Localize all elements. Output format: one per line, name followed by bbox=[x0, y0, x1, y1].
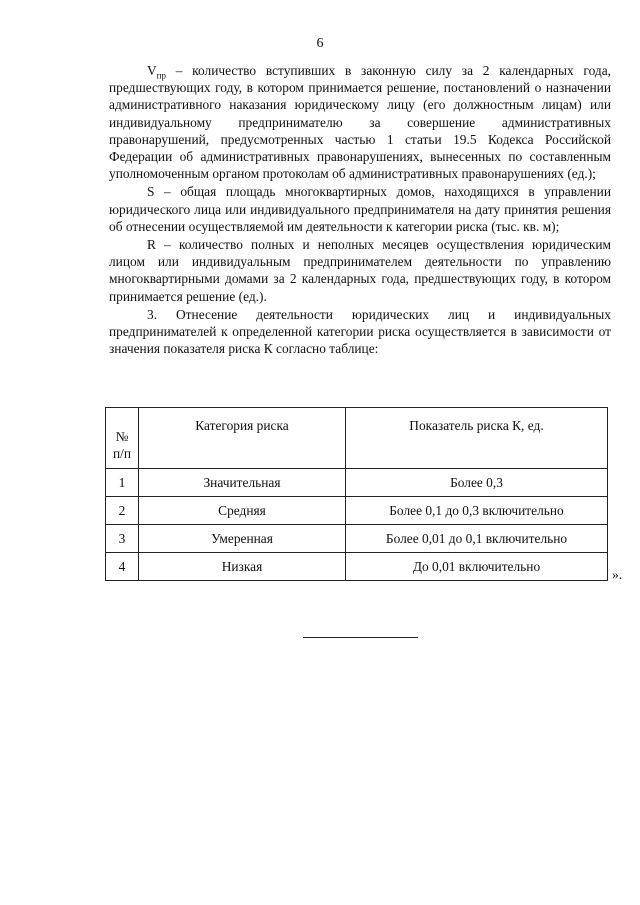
document-body bbox=[109, 62, 611, 358]
cell-indicator: Более 0,01 до 0,1 включительно bbox=[346, 525, 608, 553]
cell-indicator: Более 0,3 bbox=[346, 469, 608, 497]
header-category: Категория риска bbox=[139, 408, 346, 469]
variable-subscript: пр bbox=[156, 70, 166, 81]
risk-category-table bbox=[105, 407, 608, 581]
cell-category: Низкая bbox=[139, 553, 346, 581]
header-indicator: Показатель риска К, ед. bbox=[346, 408, 608, 469]
cell-indicator: До 0,01 включительно bbox=[346, 553, 608, 581]
variable-v: V bbox=[147, 63, 157, 78]
table-row bbox=[106, 525, 608, 553]
table-header-row bbox=[106, 408, 608, 469]
paragraph-vpr-definition bbox=[109, 62, 611, 182]
closing-quote-mark: ». bbox=[612, 567, 623, 582]
cell-number: 3 bbox=[106, 525, 139, 553]
header-number: № п/п bbox=[106, 408, 139, 469]
footer-separator-line bbox=[303, 637, 418, 638]
page-number: 6 bbox=[316, 36, 324, 51]
cell-number: 2 bbox=[106, 497, 139, 525]
cell-category: Умеренная bbox=[139, 525, 346, 553]
paragraph-section-3: 3. Отнесение деятельности юридических лиц и индивидуальных предпринимателей к определенной категории риска осуществляется в зависимости от значения показателя риска К согласно таблице: bbox=[109, 306, 611, 357]
table-row bbox=[106, 469, 608, 497]
table-row bbox=[106, 497, 608, 525]
paragraph-vpr-text: – количество вступивших в законную силу за 2 календарных года, предшествующих году, в котором принимается решение, постановлений о назначении административного наказания юридическому лицу (его должностным лицам) или индивидуальному предпринимателю за совершение административных правонарушений, предусмотренных частью 1 статьи 19.5 Кодекса Российской Федерации об административных правонарушениях, вынесенных по составленным уполномоченным органом протоколам об административных правонарушениях (ед.); bbox=[109, 63, 611, 182]
cell-indicator: Более 0,1 до 0,3 включительно bbox=[346, 497, 608, 525]
cell-number: 1 bbox=[106, 469, 139, 497]
cell-category: Значительная bbox=[139, 469, 346, 497]
paragraph-s-definition: S – общая площадь многоквартирных домов, находящихся в управлении юридического лица или индивидуального предпринимателя на дату принятия решения об отнесении осуществляемой им деятельности к категории риска (тыс. кв. м); bbox=[109, 184, 611, 234]
cell-number: 4 bbox=[106, 553, 139, 581]
paragraph-r-definition: R – количество полных и неполных месяцев осуществления юридическим лицом или индивидуальным предпринимателем деятельности по управлению многоквартирными домами за 2 календарных года, предшествующих году, в котором принимается решение (ед.). bbox=[109, 237, 611, 304]
cell-category: Средняя bbox=[139, 497, 346, 525]
table-row bbox=[106, 553, 608, 581]
